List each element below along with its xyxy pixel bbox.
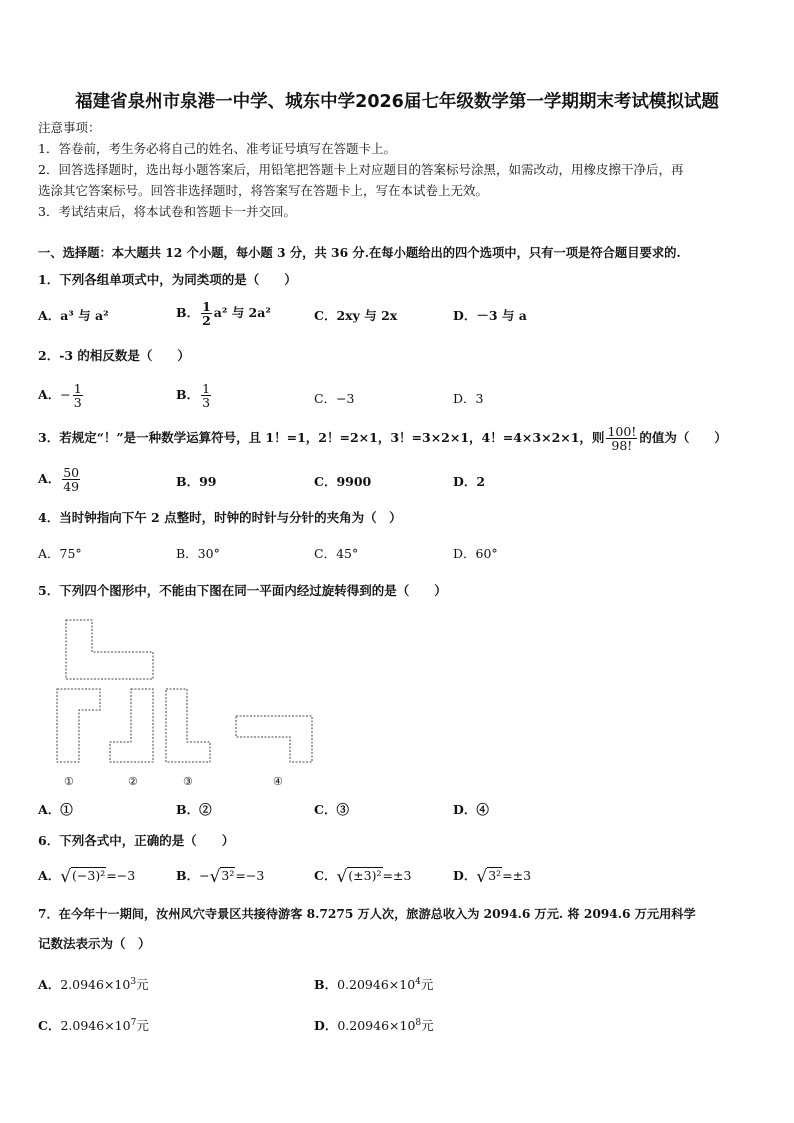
q3-stem-text: 3．若规定“！”是一种数学运算符号，且 1！=1，2！=2×1，3！=3×2×1，4！=4×3×2×1，则 bbox=[38, 430, 605, 445]
q6-option-b-sqrt-sign: √ bbox=[209, 867, 221, 887]
q2-option-a-denominator: 3 bbox=[73, 395, 82, 410]
notice-item-2: 2．回答选择题时，选出每小题答案后，用铅笔把答题卡上对应题目的答案标号涂黑，如需改动，用橡皮擦干净后，再 bbox=[38, 162, 684, 177]
q6-option-b-label: B． bbox=[176, 868, 200, 883]
q7-option-d-label: D． bbox=[314, 1018, 338, 1034]
question-6-stem: 6．下列各式中，正确的是（ ） bbox=[38, 833, 235, 848]
q4-option-b: B．30° bbox=[176, 546, 220, 561]
q6-option-c bbox=[314, 868, 411, 885]
page-title: 福建省泉州市泉港一中学、城东中学2026届七年级数学第一学期期末考试模拟试题 bbox=[75, 92, 719, 112]
q3-option-a-numerator: 50 bbox=[63, 465, 80, 480]
q6-option-c-rest: =±3 bbox=[382, 868, 412, 883]
section-header: 一、选择题：本大题共 12 个小题，每小题 3 分，共 36 分.在每小题给出的四个选项中，只有一项是符合题目要求的. bbox=[38, 245, 681, 260]
q5-figure-label-1: ① bbox=[64, 775, 74, 788]
q7-option-d-unit: 元 bbox=[421, 1018, 434, 1034]
q3-option-b: B．99 bbox=[176, 474, 217, 489]
q2-option-b-denominator: 3 bbox=[202, 395, 211, 410]
q1-option-c: C．2xy 与 2x bbox=[314, 308, 398, 323]
q5-figure-3 bbox=[166, 689, 210, 762]
q7-option-c-exponent: 7 bbox=[130, 1018, 137, 1028]
q7-option-a-base: 2.0946×10 bbox=[60, 977, 131, 993]
q7-option-d bbox=[314, 1015, 434, 1034]
q5-figure-2 bbox=[110, 689, 153, 762]
q7-option-c bbox=[38, 1015, 149, 1034]
q3-option-c: C．9900 bbox=[314, 474, 372, 489]
q6-option-a bbox=[38, 868, 135, 885]
q2-option-b-label: B． bbox=[176, 387, 200, 402]
q2-option-d: D．3 bbox=[453, 391, 484, 406]
q3-fraction-numerator: 100! bbox=[607, 424, 637, 439]
question-7-stem-line-2: 记数法表示为（ ） bbox=[38, 936, 151, 951]
q3-option-a-label: A． bbox=[38, 471, 61, 486]
q6-option-a-rest: =−3 bbox=[106, 868, 136, 883]
q7-option-c-label: C． bbox=[38, 1018, 61, 1034]
q5-figure-4 bbox=[236, 716, 312, 762]
q6-option-a-radicand: (−3)² bbox=[72, 868, 106, 883]
question-1-stem: 1．下列各组单项式中，为同类项的是（ ） bbox=[38, 272, 297, 287]
q1-option-d: D．－3 与 a bbox=[453, 308, 527, 323]
q5-option-a: A．① bbox=[38, 802, 73, 817]
q6-option-a-sqrt-sign: √ bbox=[60, 867, 72, 887]
question-7-stem-line-1: 7．在今年十一期间，汝州风穴寺景区共接待游客 8.7275 万人次，旅游总收入为 2094.6 万元. 将 2094.6 万元用科学 bbox=[38, 907, 696, 921]
notice-heading: 注意事项： bbox=[38, 120, 101, 135]
q6-option-d-label: D． bbox=[453, 868, 477, 883]
q3-fraction-denominator: 98! bbox=[611, 438, 633, 453]
question-4-stem: 4．当时钟指向下午 2 点整时，时钟的时针与分针的夹角为（ ） bbox=[38, 510, 402, 525]
q7-option-a-unit: 元 bbox=[136, 977, 149, 993]
q6-option-d bbox=[453, 868, 531, 885]
q7-option-b-exponent: 4 bbox=[415, 977, 421, 987]
q5-figure-label-2: ② bbox=[128, 775, 138, 788]
q1-option-b-rest: a² 与 2a² bbox=[213, 305, 271, 320]
q6-option-b bbox=[176, 868, 264, 885]
q1-option-a: A．a³ 与 a² bbox=[38, 308, 109, 323]
q5-option-b: B．② bbox=[176, 802, 212, 817]
q4-option-a: A．75° bbox=[38, 546, 82, 561]
q2-option-a-numerator: 1 bbox=[73, 381, 82, 396]
q6-option-c-label: C． bbox=[314, 868, 337, 883]
q3-option-a-denominator: 49 bbox=[63, 479, 80, 494]
q1-option-b-denominator: 2 bbox=[202, 313, 211, 328]
q6-option-c-radicand: (±3)² bbox=[348, 868, 382, 883]
notice-item-2-cont: 选涂其它答案标号。回答非选择题时，将答案写在答题卡上，写在本试卷上无效。 bbox=[38, 183, 489, 198]
notice-item-3: 3．考试结束后，将本试卷和答题卡一并交回。 bbox=[38, 204, 296, 219]
q5-option-d: D．④ bbox=[453, 802, 489, 817]
q5-figure-label-3: ③ bbox=[183, 775, 193, 788]
q6-option-d-rest: =±3 bbox=[502, 868, 532, 883]
q5-reference-shape bbox=[66, 620, 153, 679]
question-5-stem: 5．下列四个图形中，不能由下图在同一平面内经过旋转得到的是（ ） bbox=[38, 583, 447, 598]
notice-item-1: 1．答卷前，考生务必将自己的姓名、准考证号填写在答题卡上。 bbox=[38, 141, 396, 156]
question-2-stem: 2．-3 的相反数是（ ） bbox=[38, 348, 190, 363]
q5-option-c: C．③ bbox=[314, 802, 349, 817]
q7-option-d-base: 0.20946×10 bbox=[337, 1018, 416, 1034]
q2-option-b-numerator: 1 bbox=[202, 381, 211, 396]
q6-option-c-sqrt-sign: √ bbox=[336, 867, 348, 887]
q7-option-b-base: 0.20946×10 bbox=[337, 977, 416, 993]
q6-option-b-radicand: 3² bbox=[221, 868, 235, 883]
q2-option-c: C．−3 bbox=[314, 391, 355, 406]
q7-option-c-base: 2.0946×10 bbox=[60, 1018, 131, 1034]
q6-option-d-radicand: 3² bbox=[488, 868, 502, 883]
q4-option-d: D．60° bbox=[453, 546, 498, 561]
q5-figure-label-4: ④ bbox=[273, 775, 283, 788]
q3-stem-end: 的值为（ ） bbox=[639, 430, 727, 445]
q7-option-b-unit: 元 bbox=[420, 977, 434, 993]
q4-option-c: C．45° bbox=[314, 546, 359, 561]
q1-option-b-label: B． bbox=[176, 305, 200, 320]
q7-option-a-exponent: 3 bbox=[130, 977, 137, 987]
q7-option-a bbox=[38, 974, 149, 993]
q6-option-b-rest: =−3 bbox=[235, 868, 265, 883]
q3-option-d: D．2 bbox=[453, 474, 486, 489]
q7-option-b-label: B． bbox=[314, 977, 338, 993]
q5-figure-1 bbox=[57, 689, 100, 762]
q6-option-d-sqrt-sign: √ bbox=[476, 867, 488, 887]
q6-option-b-sign: − bbox=[199, 868, 210, 883]
q7-option-a-label: A． bbox=[38, 977, 61, 993]
q6-option-a-label: A． bbox=[38, 868, 61, 883]
q2-option-a-label: A． bbox=[38, 387, 61, 402]
q7-option-d-exponent: 8 bbox=[415, 1018, 422, 1028]
q2-option-a-sign: − bbox=[60, 387, 71, 402]
q1-option-b-numerator: 1 bbox=[202, 299, 211, 314]
q7-option-b bbox=[314, 974, 433, 993]
q7-option-c-unit: 元 bbox=[136, 1018, 149, 1034]
